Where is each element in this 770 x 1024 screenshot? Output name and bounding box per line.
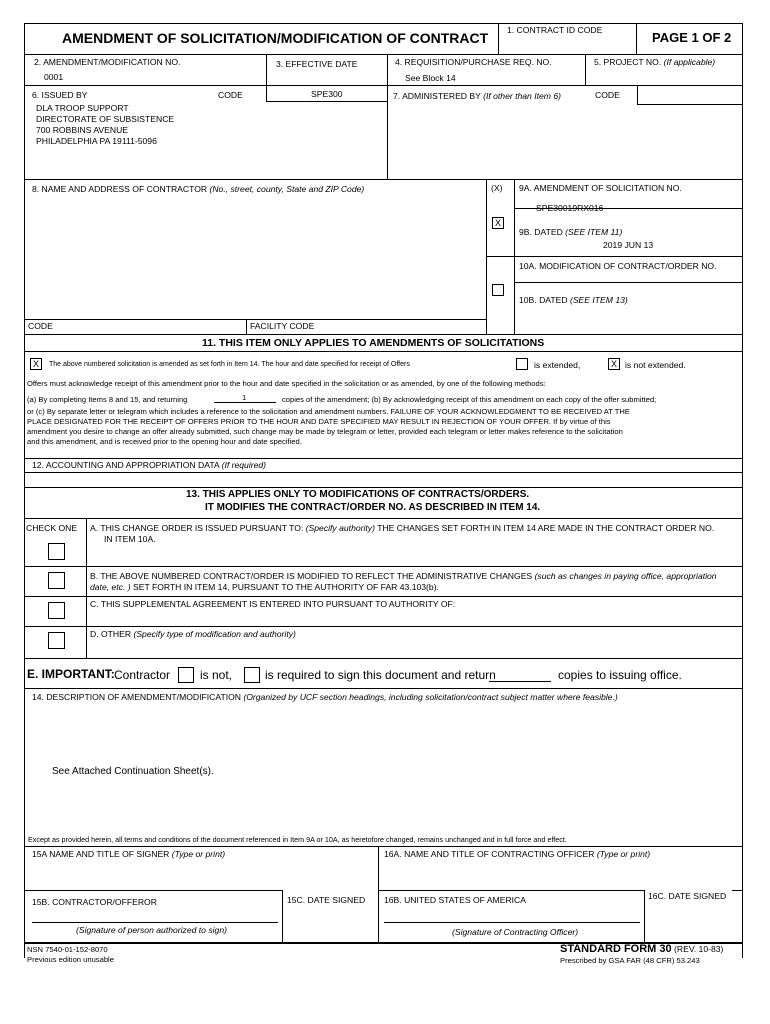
description-label-note: (Organized by UCF section headings, including solicitation/contract subject matter where feasible.) — [243, 692, 618, 702]
item13d-pre: D. OTHER — [90, 629, 132, 639]
item13d-checkbox[interactable] — [48, 632, 65, 649]
amend-sol-value[interactable]: SPE30019RX016 — [536, 203, 604, 213]
facility-code-label: FACILITY CODE — [250, 321, 315, 331]
item13a-post: THE CHANGES SET FORTH IN ITEM 14 ARE MADE IN THE CONTRACT ORDER NO. — [377, 523, 715, 533]
is-not-label: is not, — [200, 668, 233, 682]
description-label — [32, 693, 618, 702]
issued-code-label: CODE — [218, 90, 243, 100]
amended-checkbox[interactable]: X — [30, 358, 42, 370]
previous-edition: Previous edition unusable — [27, 955, 114, 964]
except-text: Except as provided herein, all terms and conditions of the document referenced in Item 9A or 10A, as heretofore changed, remains unchanged and in full force and effect. — [28, 835, 567, 844]
project-no-label — [594, 58, 715, 67]
officer-name-text: 16A. NAME AND TITLE OF CONTRACTING OFFICER — [384, 849, 595, 859]
page-label: PAGE 1 OF 2 — [652, 30, 732, 45]
item13b-note-2: date, etc. ) — [90, 582, 131, 592]
dated-9b-label — [519, 228, 622, 237]
dated-9b-text: 9B. DATED — [519, 227, 563, 237]
item13-heading-1: 13. THIS APPLIES ONLY TO MODIFICATIONS OF CONTRACTS/ORDERS. — [186, 489, 530, 500]
dated-10b-text: 10B. DATED — [519, 295, 568, 305]
administered-by-label — [393, 92, 561, 101]
issued-address-3: 700 ROBBINS AVENUE — [36, 125, 129, 135]
req-no-value[interactable]: See Block 14 — [405, 73, 456, 83]
description-label-text: 14. DESCRIPTION OF AMENDMENT/MODIFICATION — [32, 692, 241, 702]
is-not-checkbox[interactable] — [178, 667, 194, 683]
item10-checkbox[interactable] — [492, 284, 504, 296]
item13a-text — [90, 524, 714, 533]
item13b-post: SET FORTH IN ITEM 14, PURSUANT TO THE AUTHORITY OF FAR 43.103(b). — [133, 582, 439, 592]
issued-by-label: 6. ISSUED BY — [32, 90, 88, 100]
officer-signature-caption: (Signature of Contracting Officer) — [452, 927, 579, 937]
is-required-label: is required to sign this document and return — [265, 668, 496, 682]
item9-checkbox[interactable]: X — [492, 217, 504, 229]
extended-checkbox[interactable] — [516, 358, 528, 370]
administered-by-text: 7. ADMINISTERED BY — [393, 91, 481, 101]
amend-sol-label: 9A. AMENDMENT OF SOLICITATION NO. — [519, 183, 682, 193]
officer-name-note: (Type or print) — [596, 849, 651, 859]
dated-9b-note: (SEE ITEM 11) — [565, 227, 623, 237]
officer-date-label: 16C. DATE SIGNED — [648, 891, 727, 901]
item13b-note: (such as changes in paying office, appropriation — [534, 571, 717, 581]
contract-id-label: 1. CONTRACT ID CODE — [507, 25, 603, 35]
administered-by-note: (If other than Item 6) — [483, 91, 561, 101]
effective-date-label: 3. EFFECTIVE DATE — [276, 59, 358, 69]
item13a-pre: A. THIS CHANGE ORDER IS ISSUED PURSUANT TO: — [90, 523, 304, 533]
check-one-label: CHECK ONE — [26, 523, 78, 533]
item13b-text — [90, 572, 717, 581]
dated-10b-label — [519, 296, 628, 305]
method-c-line4: and this amendment, and is received prior to the opening hour and date specified. — [27, 437, 302, 446]
important-label: E. IMPORTANT: — [27, 667, 115, 681]
item13d-text — [90, 630, 296, 639]
contractor-label-text: 8. NAME AND ADDRESS OF CONTRACTOR — [32, 184, 208, 194]
item13a-note: (Specify authority) — [305, 523, 375, 533]
important-contractor: Contractor — [114, 668, 171, 682]
contractor-date-label: 15C. DATE SIGNED — [287, 895, 366, 905]
item13b-checkbox[interactable] — [48, 572, 65, 589]
x-column-label: (X) — [491, 183, 503, 193]
signer-name-note: (Type or print) — [171, 849, 226, 859]
officer-signature-field[interactable] — [384, 906, 640, 920]
item13a-checkbox[interactable] — [48, 543, 65, 560]
req-no-label: 4. REQUISITION/PURCHASE REQ. NO. — [395, 57, 552, 67]
issued-code-value[interactable]: SPE300 — [311, 89, 343, 99]
item13d-note: (Specify type of modification and authority) — [133, 629, 296, 639]
contractor-code-label: CODE — [28, 321, 53, 331]
admin-code-label: CODE — [595, 90, 620, 100]
issued-address-4: PHILADELPHIA PA 19111-5096 — [36, 136, 157, 146]
contractor-label-note: (No., street, county, State and ZIP Code) — [209, 184, 365, 194]
project-no-text: 5. PROJECT NO. — [594, 57, 662, 67]
form-name — [560, 944, 723, 955]
contractor-offeror-label: 15B. CONTRACTOR/OFFEROR — [32, 897, 157, 907]
accounting-label-text: 12. ACCOUNTING AND APPROPRIATION DATA — [32, 460, 220, 470]
amend-no-value[interactable]: 0001 — [44, 72, 64, 82]
copies-value[interactable]: 1 — [242, 393, 247, 402]
nsn-number: NSN 7540-01-152-8070 — [27, 945, 108, 954]
method-c-line3: amendment you desire to change an offer already submitted, such change may be made by telegram or letter, provided each telegram or letter makes reference to the solicitation — [27, 427, 623, 436]
is-required-checkbox[interactable] — [244, 667, 260, 683]
method-a-post: copies of the amendment; (b) By acknowledging receipt of this amendment on each copy of the offer submitted; — [282, 395, 657, 404]
not-extended-label: is not extended. — [625, 360, 686, 370]
item13c-checkbox[interactable] — [48, 602, 65, 619]
item13-heading-2: IT MODIFIES THE CONTRACT/ORDER NO. AS DESCRIBED IN ITEM 14. — [205, 502, 541, 513]
form-title: AMENDMENT OF SOLICITATION/MODIFICATION OF CONTRACT — [62, 30, 489, 46]
method-a-pre: (a) By completing Items 8 and 15, and returning — [27, 395, 188, 404]
method-c-line2: PLACE DESIGNATED FOR THE RECEIPT OF OFFERS PRIOR TO THE HOUR AND DATE SPECIFIED MAY RESULT IN REJECTION OF YOUR OFFER. If by virtue of this — [27, 417, 611, 426]
item13b-line2 — [90, 583, 439, 592]
contractor-signature-field[interactable] — [32, 906, 278, 920]
project-no-note: (If applicable) — [663, 57, 716, 67]
dated-10b-note: (SEE ITEM 13) — [569, 295, 628, 305]
continuation-text: See Attached Continuation Sheet(s). — [52, 766, 214, 777]
copies-return-field[interactable] — [489, 681, 551, 682]
issued-address-1: DLA TROOP SUPPORT — [36, 103, 129, 113]
item13b-pre: B. THE ABOVE NUMBERED CONTRACT/ORDER IS MODIFIED TO REFLECT THE ADMINISTRATIVE CHANGES — [90, 571, 533, 581]
mod-10a-label: 10A. MODIFICATION OF CONTRACT/ORDER NO. — [519, 261, 717, 271]
item11-heading: 11. THIS ITEM ONLY APPLIES TO AMENDMENTS OF SOLICITATIONS — [202, 337, 545, 349]
prescribed-by: Prescribed by GSA FAR (48 CFR) 53.243 — [560, 956, 700, 965]
dated-9b-value[interactable]: 2019 JUN 13 — [603, 240, 654, 250]
form-rev: (REV. 10-83) — [674, 944, 724, 954]
offers-text: Offers must acknowledge receipt of this amendment prior to the hour and date specified in the solicitation or as amended, by one of the following methods: — [27, 379, 546, 388]
item13a-line2: IN ITEM 10A. — [104, 534, 156, 544]
extended-label: is extended, — [534, 360, 581, 370]
contractor-label — [32, 185, 364, 194]
amended-text: The above numbered solicitation is amended as set forth in Item 14. The hour and date specified for receipt of Offers — [49, 361, 410, 368]
issued-address-2: DIRECTORATE OF SUBSISTENCE — [36, 114, 175, 124]
amend-no-label: 2. AMENDMENT/MODIFICATION NO. — [34, 57, 181, 67]
signer-name-label — [32, 850, 225, 859]
not-extended-checkbox[interactable]: X — [608, 358, 620, 370]
accounting-label — [32, 461, 266, 470]
method-c-line1: or (c) By separate letter or telegram which includes a reference to the solicitation and amendment numbers. FAILURE OF YOUR ACKNOWLEDGMENT TO BE RECEIVED AT THE — [27, 407, 630, 416]
form-name-text: STANDARD FORM 30 — [560, 943, 672, 955]
usa-label: 16B. UNITED STATES OF AMERICA — [384, 895, 526, 905]
signer-name-text: 15A NAME AND TITLE OF SIGNER — [32, 849, 170, 859]
accounting-label-note: (If required) — [221, 460, 267, 470]
copies-field[interactable] — [214, 402, 276, 403]
officer-name-label — [384, 850, 650, 859]
contractor-signature-caption: (Signature of person authorized to sign) — [76, 925, 227, 935]
item13c-text: C. THIS SUPPLEMENTAL AGREEMENT IS ENTERED INTO PURSUANT TO AUTHORITY OF: — [90, 599, 456, 609]
copies-office-label: copies to issuing office. — [558, 668, 682, 682]
